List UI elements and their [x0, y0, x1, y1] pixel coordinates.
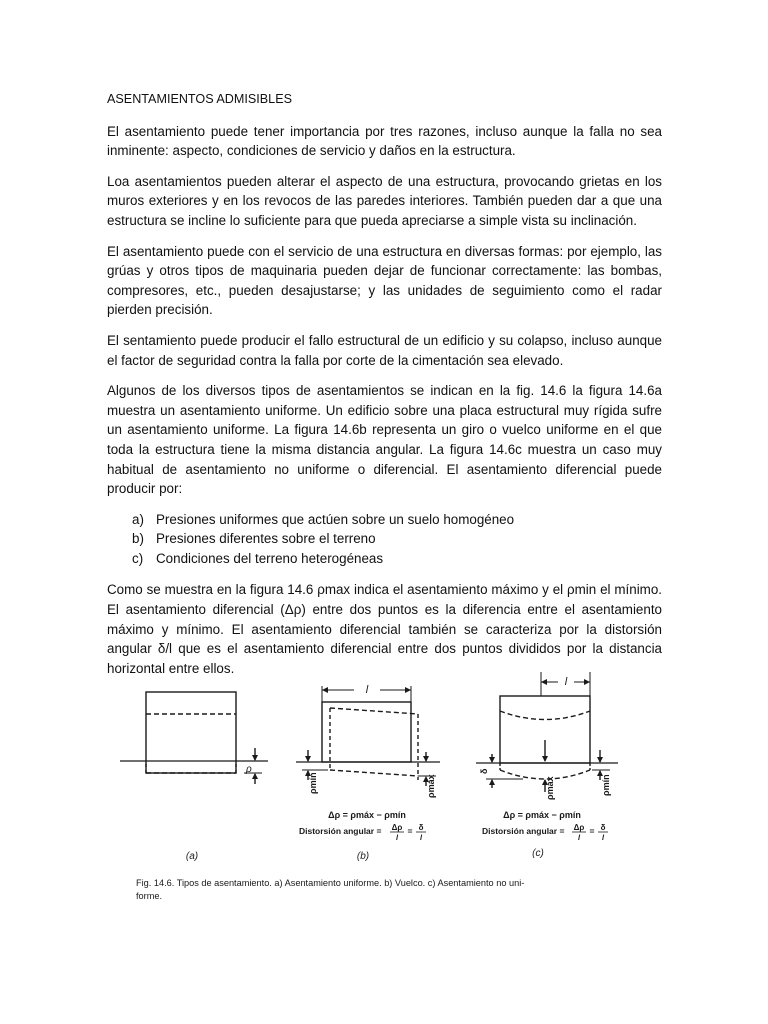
panel-c-l-label: l [564, 676, 568, 688]
panel-c-dashed-top [500, 711, 590, 720]
panel-c-frac2-num: δ [600, 823, 606, 832]
panel-b-frac2-den: l [419, 833, 423, 842]
panel-c-caption-label: (c) [532, 848, 544, 859]
arrow-head [423, 756, 429, 762]
document-title: ASENTAMIENTOS ADMISIBLES [107, 92, 292, 106]
list-item [132, 529, 662, 549]
paragraph-3: El asentamiento puede con el servicio de una estructura en diversas formas: por ejemplo, las grúas y otros tipos de maquinaria pueden dejar de funcionar correctamente: las bombas, compresores, etc., pueden desajustarse; y las unidades de seguimiento como el radar pierden precisión. [107, 243, 662, 318]
arrow-head [252, 773, 258, 779]
panel-b-dashed-top [330, 708, 418, 714]
panel-b-equation-1: Δρ = ρmáx − ρmín [328, 810, 406, 820]
panel-b-tilt [296, 686, 440, 786]
settlement-diagram [118, 662, 638, 912]
figure-caption-line-1: Fig. 14.6. Tipos de asentamiento. a) Asentamiento uniforme. b) Vuelco. c) Asentamiento no uni- [136, 878, 525, 888]
panel-c-frac2-den: l [601, 833, 605, 842]
panel-b-frac1-num: Δρ [391, 823, 403, 832]
panel-b-frac2-num: δ [418, 823, 424, 832]
list-item-text: Presiones diferentes sobre el terreno [156, 531, 376, 547]
list-marker: b) [132, 531, 144, 547]
closing-paragraph: Como se muestra en la figura 14.6 ρmax indica el asentamiento máximo y el ρmin el mínimo. El asentamiento diferencial (Δρ) entre dos puntos es la diferencia entre el asentamiento máximo y mínimo. El asentamiento diferencial también se caracteriza por la distorsión angular δ/l que es el asentamiento diferencial entre dos puntos divididos por la distancia horizontal entre ellos. [107, 582, 662, 676]
panel-c-delta-label: δ [479, 768, 489, 774]
arrow-head [489, 779, 495, 785]
panel-c-frac1-num: Δρ [573, 823, 585, 832]
arrow-head [584, 679, 590, 685]
list-marker: c) [132, 550, 144, 566]
arrow-head [541, 679, 547, 685]
list-marker: a) [132, 511, 144, 527]
list-item-text: Condiciones del terreno heterogéneas [156, 550, 384, 566]
panel-b-equals: = [407, 826, 413, 836]
arrow-heads [252, 679, 603, 785]
paragraph-4: El sentamiento puede producir el fallo estructural de un edificio y su colapso, incluso aunque el factor de seguridad contra la falla por corte de la cimentación sea elevado. [107, 332, 662, 368]
arrow-head [542, 756, 548, 762]
panel-b-caption-label: (b) [356, 851, 370, 862]
panel-a-rho-label: ρ [246, 764, 252, 775]
panel-b-equation-2-prefix: Distorsión angular = [299, 826, 382, 836]
panel-c-equation-1: Δρ = ρmáx − ρmín [503, 810, 581, 820]
panel-c-frac1-den: l [577, 833, 581, 842]
settlement-figure [118, 662, 638, 912]
arrow-head [597, 757, 603, 763]
panel-c-equals: = [589, 826, 595, 836]
paragraph-2: Loa asentamientos pueden alterar el aspecto de una estructura, provocando grietas en los muros exteriores y en los revocos de las paredes interiores. También pueden dar a que una estructura se incline lo suficiente para que pueda apreciarse a simple vista su inclinación. [107, 173, 662, 228]
arrow-head [322, 687, 328, 693]
panel-b-rhomax-label: ρmáx [426, 774, 436, 798]
panel-c-rhomin-label: ρmín [601, 774, 611, 796]
arrow-head [405, 687, 411, 693]
list-item-text: Presiones uniformes que actúen sobre un suelo homogéneo [156, 511, 515, 527]
panel-b-dashed-bottom [330, 770, 418, 776]
arrow-head [252, 755, 258, 761]
panel-b-l-label: l [365, 684, 369, 696]
panel-c-rhomax-label: ρmáx [545, 776, 555, 800]
panel-a-caption-label: (a) [185, 851, 199, 862]
causes-list [107, 510, 662, 569]
panel-c-equation-2-prefix: Distorsión angular = [482, 826, 565, 836]
document-body [107, 90, 662, 689]
panel-c-nonuniform [476, 672, 618, 792]
panel-b-rhomin-label: ρmín [308, 772, 318, 794]
list-item [132, 510, 662, 530]
paragraph-1: El asentamiento puede tener importancia por tres razones, incluso aunque la falla no sea inminente: aspecto, condiciones de servicio y daños en la estructura. [107, 123, 662, 159]
list-item [132, 549, 662, 569]
arrow-head [305, 756, 311, 762]
panel-b-frac1-den: l [395, 833, 399, 842]
paragraph-5: Algunos de los diversos tipos de asentamientos se indican en la fig. 14.6 la figura 14.6a muestra un asentamiento uniforme. Un edificio sobre una placa estructural muy rígida sufre un asentamiento uniforme. La figura 14.6b representa un giro o vuelco uniforme en el que toda la estructura tiene la misma distancia angular. La figura 14.6c muestra un caso muy habitual de asentamiento no uniforme o diferencial. El asentamiento diferencial puede producir por: [107, 383, 662, 497]
arrow-head [489, 757, 495, 763]
figure-caption-line-2: forme. [136, 891, 163, 901]
